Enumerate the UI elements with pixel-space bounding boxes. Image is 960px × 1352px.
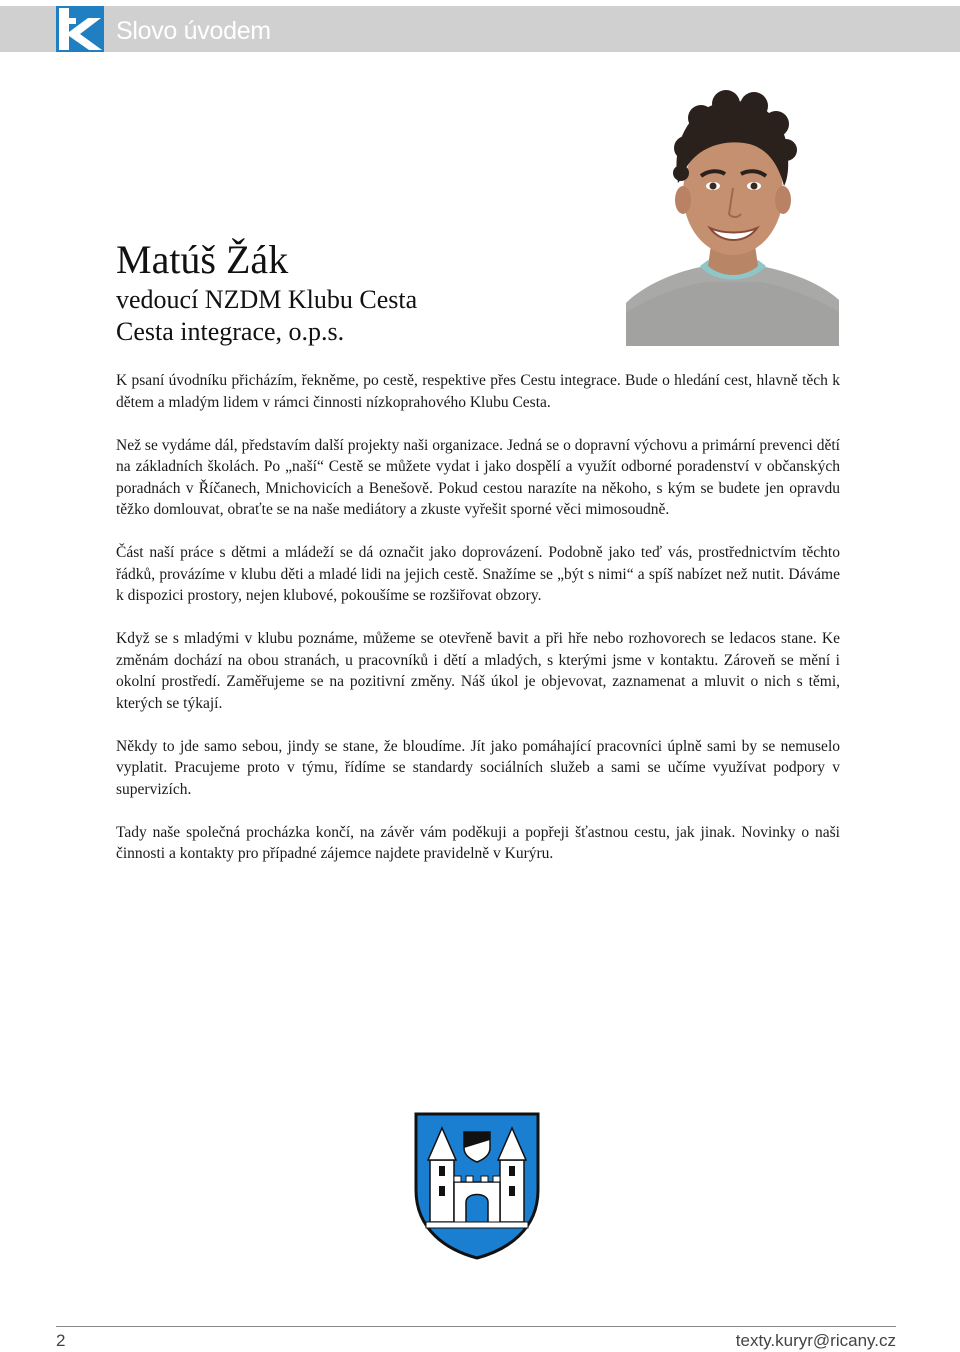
article-paragraph: K psaní úvodníku přicházím, řekněme, po cestě, respektive přes Cestu integrace. Bude o hledání cest, hlavně těch k dětem a mladým lidem v rámci činnosti nízkoprahového Klubu Cesta.	[116, 372, 840, 411]
section-title: Slovo úvodem	[116, 17, 271, 45]
article-paragraph: Když se s mladými v klubu poznáme, můžeme se otevřeně bavit a při hře nebo rozhovorech se ledacos stane. Ke změnám dochází na obou stranách, u pracovníků i dětí a mladých, s kterými jsme v kontaktu. Zároveň se mění i okolní prostředí. Zaměřujeme se na pozitivní změny. Náš úkol je objevovat, zaznamenat a mluvit o nich s těmi, kterých se týkají.	[116, 630, 840, 712]
k-logo	[56, 6, 104, 52]
article-body	[116, 370, 840, 886]
article-paragraph: Část naší práce s dětmi a mládeží se dá označit jako doprovázení. Podobně jako teď vás, prostřednictvím těchto řádků, provázíme v klubu děti a mladé lidi na jejich cestě. Snažíme se „být s nimi“ a spíš nabízet než nutit. Dáváme k dispozici prostory, nejen klubové, pokoušíme se rozšiřovat obzory.	[116, 544, 840, 604]
author-role: vedoucí NZDM Klubu Cesta	[116, 285, 418, 314]
ricany-coat-of-arms	[412, 1110, 542, 1260]
footer-divider	[56, 1326, 896, 1327]
author-organization: Cesta integrace, o.p.s.	[116, 317, 345, 346]
author-photo	[626, 88, 839, 346]
article-paragraph: Tady naše společná procházka končí, na závěr vám poděkuji a popřeji šťastnou cestu, jak jinak. Novinky o naši činnosti a kontakty pro případné zájemce najdete pravidelně v Kurýru.	[116, 823, 840, 862]
page-number: 2	[56, 1331, 66, 1350]
author-name: Matúš Žák	[116, 237, 289, 282]
footer-email: texty.kuryr@ricany.cz	[735, 1331, 896, 1350]
article-paragraph: Než se vydáme dál, představím další projekty naši organizace. Jedná se o dopravní výchovu a primární prevenci dětí na základních školách. Po „naší“ Cestě se můžete vydat i jako dospělí a využít odborné poradenství v občanských poradnách v Říčanech, Mnichovicích a Benešově. Pokud cestou narazíte na někoho, s kým se budete jen opravdu těžko domlouvat, obraťte se na naše mediátory a zkuste vyřešit sporné věci mimosoudně.	[116, 436, 840, 518]
article-paragraph: Někdy to jde samo sebou, jindy se stane, že bloudíme. Jít jako pomáhající pracovníci úplně sami by se nemuselo vyplatit. Pracujeme proto v týmu, řídíme se standardy sociálních služeb a sami se učíme využívat podpory v supervizích.	[116, 737, 840, 798]
